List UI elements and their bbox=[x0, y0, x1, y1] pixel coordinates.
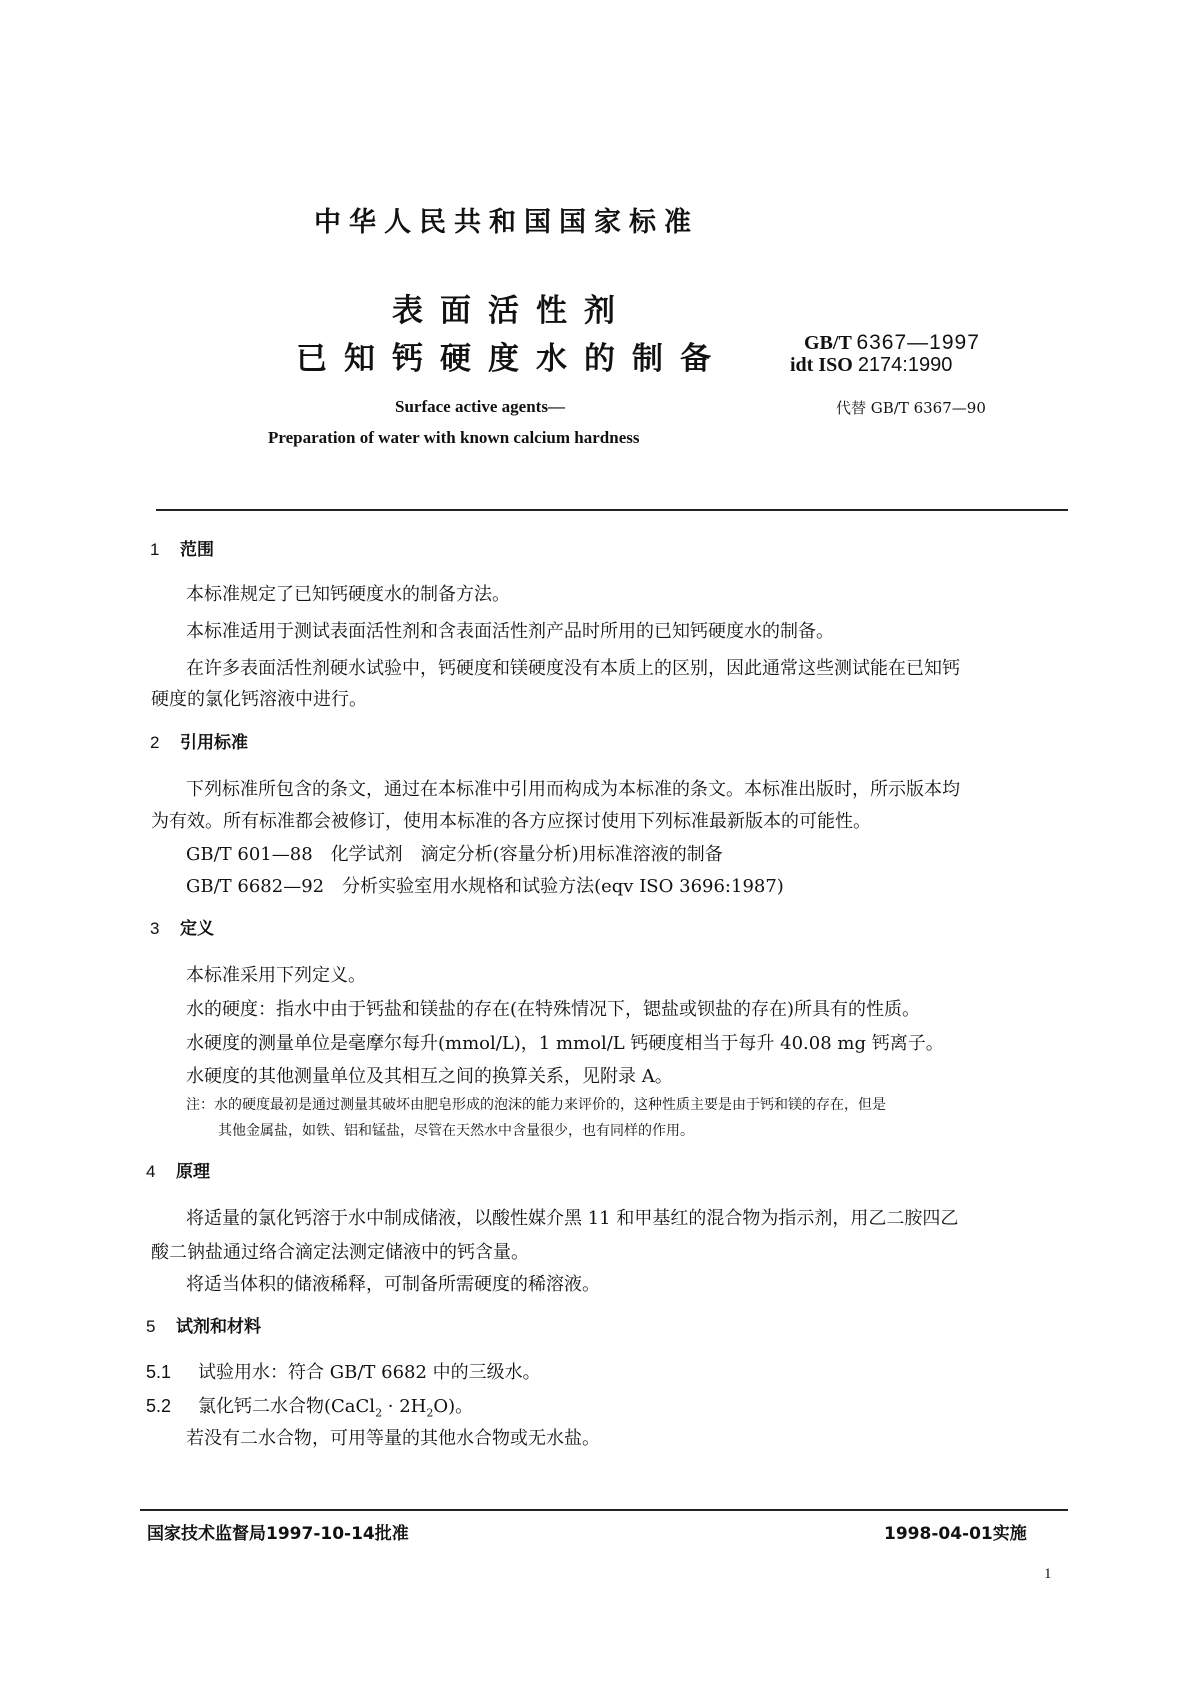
section-3-heading bbox=[150, 914, 214, 939]
section-title: 原理 bbox=[176, 1162, 210, 1182]
replaces-standard: 代替 GB/T 6367—90 bbox=[836, 399, 986, 417]
s1-paragraph-2: 本标准适用于测试表面活性剂和含表面活性剂产品时所用的已知钙硬度水的制备。 bbox=[186, 621, 834, 642]
s1-paragraph-3b: 硬度的氯化钙溶液中进行。 bbox=[151, 689, 367, 710]
section-number: 2 bbox=[150, 733, 160, 752]
header-divider bbox=[156, 509, 1068, 511]
section-title: 引用标准 bbox=[180, 733, 248, 753]
item-text: 试验用水：符合 GB/T 6682 中的三级水。 bbox=[198, 1362, 541, 1383]
s2-paragraph-1b: 为有效。所有标准都会被修订，使用本标准的各方应探讨使用下列标准最新版本的可能性。 bbox=[151, 811, 871, 832]
section-title: 定义 bbox=[180, 919, 214, 939]
item-text-pre: 氯化钙二水合物(CaCl bbox=[198, 1396, 376, 1417]
page-number: 1 bbox=[1044, 1566, 1052, 1582]
s5-item-5-2 bbox=[146, 1392, 473, 1420]
section-1-heading bbox=[150, 535, 214, 560]
standard-number bbox=[804, 333, 980, 353]
s4-paragraph-2: 将适当体积的储液稀释，可制备所需硬度的稀溶液。 bbox=[186, 1274, 600, 1295]
s4-paragraph-1a: 将适量的氯化钙溶于水中制成储液，以酸性媒介黑 11 和甲基红的混合物为指示剂，用乙二胺四乙 bbox=[186, 1208, 959, 1229]
footer-divider bbox=[140, 1509, 1068, 1511]
s2-paragraph-1a: 下列标准所包含的条文，通过在本标准中引用而构成为本标准的条文。本标准出版时，所示版本均 bbox=[186, 779, 960, 800]
section-2-heading bbox=[150, 728, 248, 753]
english-title-line1: Surface active agents— bbox=[395, 397, 565, 416]
approval-date: 国家技术监督局1997-10-14批准 bbox=[147, 1524, 409, 1544]
item-number: 5.1 bbox=[146, 1362, 172, 1382]
reference-gb-t-6682: GB/T 6682—92 分析实验室用水规格和试验方法(eqv ISO 3696:1987) bbox=[186, 876, 784, 897]
s3-note-line1: 注：水的硬度最初是通过测量其破坏由肥皂形成的泡沫的能力来评价的，这种性质主要是由于钙和镁的存在，但是 bbox=[186, 1097, 886, 1113]
section-4-heading bbox=[146, 1157, 210, 1182]
item-text-mid: · 2H bbox=[382, 1396, 427, 1417]
document-title-line2: 已知钙硬度水的制备 bbox=[296, 341, 728, 377]
s1-paragraph-1: 本标准规定了已知钙硬度水的制备方法。 bbox=[186, 584, 510, 605]
s1-paragraph-3a: 在许多表面活性剂硬水试验中，钙硬度和镁硬度没有本质上的区别，因此通常这些测试能在已知钙 bbox=[186, 658, 960, 679]
section-title: 范围 bbox=[180, 540, 214, 560]
s5-paragraph-after: 若没有二水合物，可用等量的其他水合物或无水盐。 bbox=[186, 1428, 600, 1449]
national-standard-heading: 中华人民共和国国家标准 bbox=[314, 207, 699, 238]
section-number: 4 bbox=[146, 1162, 156, 1181]
document-title-line1: 表面活性剂 bbox=[392, 293, 632, 329]
effective-date: 1998-04-01实施 bbox=[884, 1524, 1027, 1544]
s3-paragraph-3: 水硬度的测量单位是毫摩尔每升(mmol/L)，1 mmol/L 钙硬度相当于每升 40.08 mg 钙离子。 bbox=[186, 1033, 944, 1054]
standard-prefix: GB/T bbox=[804, 332, 852, 354]
standard-number-value: 6367—1997 bbox=[856, 331, 980, 354]
english-title-line2: Preparation of water with known calcium hardness bbox=[268, 428, 640, 447]
s3-paragraph-2: 水的硬度：指水中由于钙盐和镁盐的存在(在特殊情况下，锶盐或钡盐的存在)所具有的性质。 bbox=[186, 999, 921, 1020]
item-number: 5.2 bbox=[146, 1396, 172, 1416]
section-title: 试剂和材料 bbox=[176, 1317, 261, 1337]
reference-gb-t-601: GB/T 601—88 化学试剂 滴定分析(容量分析)用标准溶液的制备 bbox=[186, 844, 723, 865]
iso-equivalence bbox=[790, 354, 952, 377]
s3-paragraph-4: 水硬度的其他测量单位及其相互之间的换算关系，见附录 A。 bbox=[186, 1066, 673, 1087]
subscript: 2 bbox=[426, 1406, 434, 1420]
iso-prefix: idt ISO bbox=[790, 354, 853, 376]
s5-item-5-1 bbox=[146, 1358, 541, 1384]
iso-number: 2174:1990 bbox=[857, 354, 953, 376]
s3-note-line2: 其他金属盐，如铁、铝和锰盐，尽管在天然水中含量很少，也有同样的作用。 bbox=[218, 1123, 694, 1139]
section-number: 3 bbox=[150, 919, 160, 938]
section-number: 5 bbox=[146, 1317, 156, 1336]
item-text-post: O)。 bbox=[433, 1396, 474, 1417]
s3-paragraph-1: 本标准采用下列定义。 bbox=[186, 965, 366, 986]
s4-paragraph-1b: 酸二钠盐通过络合滴定法测定储液中的钙含量。 bbox=[151, 1242, 529, 1263]
section-5-heading bbox=[146, 1312, 261, 1337]
subscript: 2 bbox=[375, 1406, 383, 1420]
section-number: 1 bbox=[150, 540, 160, 559]
